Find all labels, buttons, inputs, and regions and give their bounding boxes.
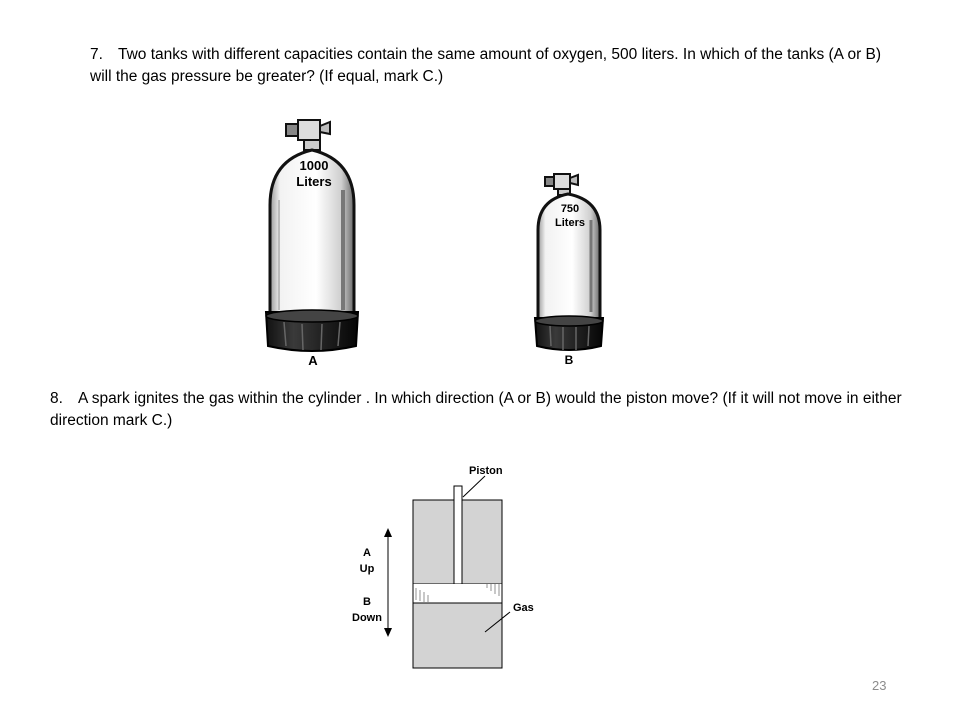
tank-b-capacity-number: 750 [560,203,580,215]
direction-a-letter: A [363,547,371,559]
piston-diagram [352,465,534,668]
tank-a-label: A [308,353,318,368]
direction-a-word: Up [359,563,375,575]
tank-b-capacity-unit: Liters [555,217,585,229]
question-7-text: Two tanks with different capacities contain the same amount of oxygen, 500 liters. In which of the tanks (A or B) will the gas pressure be greater? (If equal, mark C.) [90,46,882,85]
question-8-text: A spark ignites the gas within the cylinder . In which direction (A or B) would the piston move? (If it will not move in either direction mark C.) [50,390,902,429]
direction-b-letter: B [363,596,371,608]
direction-b-word: Down [352,612,382,624]
piston-label: Piston [469,465,503,477]
tank-a-capacity-number: 1000 [299,158,329,173]
gas-label: Gas [513,602,534,614]
question-8-number: 8. [50,390,63,407]
tank-a-capacity-unit: Liters [296,174,332,189]
tank-b [535,174,603,367]
question-7-number: 7. [90,46,103,63]
page-number: 23 [872,678,887,693]
tank-b-label: B [564,353,574,367]
tank-a [266,120,358,368]
